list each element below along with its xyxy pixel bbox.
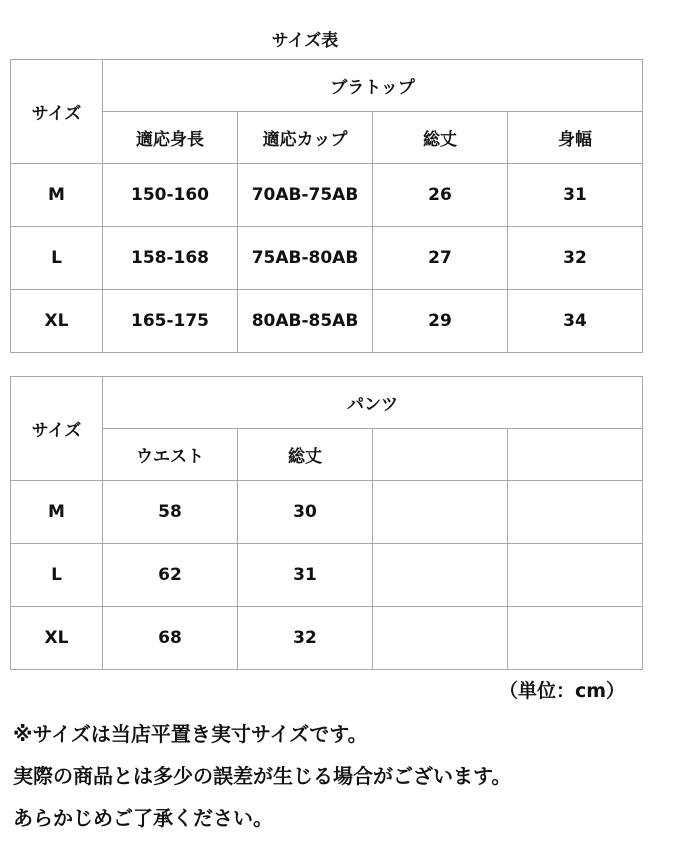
size-label: L	[11, 544, 103, 607]
row-header-size: サイズ	[11, 60, 103, 164]
table-cell: 150-160	[103, 164, 238, 227]
table-cell	[508, 607, 643, 670]
table-row	[11, 290, 643, 353]
table-row	[11, 227, 643, 290]
group-header-pants: パンツ	[103, 377, 643, 429]
table-row	[11, 607, 643, 670]
pants-size-table	[10, 376, 643, 670]
column-header	[508, 429, 643, 481]
table-cell: 32	[238, 607, 373, 670]
table-cell: 31	[508, 164, 643, 227]
unit-label: （単位：cm）	[498, 680, 625, 702]
table-row	[11, 481, 643, 544]
table-cell	[373, 481, 508, 544]
table-cell	[373, 544, 508, 607]
table-cell: 34	[508, 290, 643, 353]
table-cell	[508, 544, 643, 607]
row-header-size: サイズ	[11, 377, 103, 481]
size-label: L	[11, 227, 103, 290]
table-row	[11, 544, 643, 607]
table-cell: 29	[373, 290, 508, 353]
size-label: M	[11, 164, 103, 227]
note-line: あらかじめご了承ください。	[13, 806, 273, 830]
column-header: 総丈	[373, 112, 508, 164]
table-cell	[508, 481, 643, 544]
column-header	[373, 429, 508, 481]
table-cell: 80AB-85AB	[238, 290, 373, 353]
table-row	[11, 164, 643, 227]
column-header: 適応カップ	[238, 112, 373, 164]
table-cell: 70AB-75AB	[238, 164, 373, 227]
column-header: 適応身長	[103, 112, 238, 164]
table-cell: 62	[103, 544, 238, 607]
table-cell: 26	[373, 164, 508, 227]
column-header: 身幅	[508, 112, 643, 164]
size-label: XL	[11, 607, 103, 670]
group-header-bra-top: ブラトップ	[103, 60, 643, 112]
table-cell	[373, 607, 508, 670]
table-cell: 31	[238, 544, 373, 607]
page-title: サイズ表	[271, 31, 339, 51]
table-cell: 32	[508, 227, 643, 290]
size-label: M	[11, 481, 103, 544]
bra-top-size-table	[10, 59, 643, 353]
table-cell: 58	[103, 481, 238, 544]
table-cell: 75AB-80AB	[238, 227, 373, 290]
table-cell: 68	[103, 607, 238, 670]
column-header: ウエスト	[103, 429, 238, 481]
note-line: ※サイズは当店平置き実寸サイズです。	[13, 722, 368, 746]
note-line: 実際の商品とは多少の誤差が生じる場合がございます。	[13, 764, 512, 788]
table-cell: 27	[373, 227, 508, 290]
table-cell: 30	[238, 481, 373, 544]
table-cell: 165-175	[103, 290, 238, 353]
column-header: 総丈	[238, 429, 373, 481]
size-label: XL	[11, 290, 103, 353]
table-cell: 158-168	[103, 227, 238, 290]
